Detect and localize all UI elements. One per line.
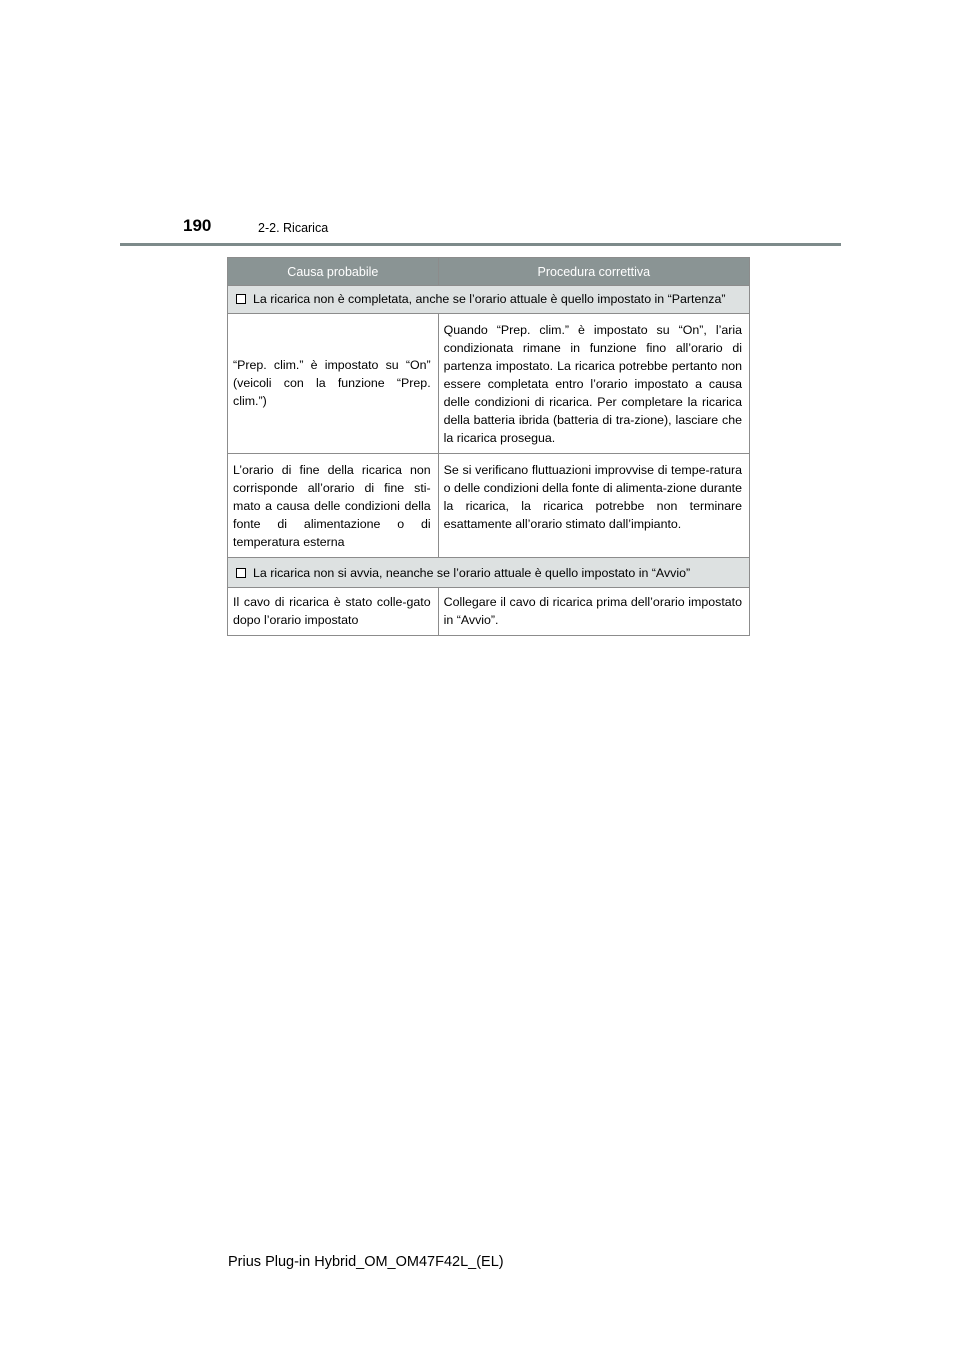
procedure-text: Collegare il cavo di ricarica prima dell’orario impostato in “Avvio”. (443, 595, 742, 627)
cause-cell (228, 588, 439, 636)
procedure-text: Se si verificano fluttuazioni improvvise di tempe-ratura o delle condizioni della fonte di alimenta-zione durante la ricarica, la ricarica potrebbe non terminare esattamente all’orario stimato dall’impianto. (443, 463, 742, 531)
footer-document-id: Prius Plug-in Hybrid_OM_OM47F42L_(EL) (228, 1254, 504, 1270)
checkbox-icon (236, 294, 246, 304)
group-title (228, 558, 750, 588)
cause-text: Il cavo di ricarica è stato colle-gato dopo l’orario impostato (233, 595, 431, 627)
section-title: 2-2. Ricarica (258, 221, 329, 235)
table-row (228, 588, 750, 636)
cause-text: L’orario di fine della ricarica non corrisponde all’orario di fine sti-mato a causa delle condizioni della fonte di alimentazione o di temperatura esterna (233, 463, 431, 549)
page-number: 190 (183, 216, 212, 235)
group-title (228, 286, 750, 314)
procedure-cell (438, 454, 749, 558)
procedure-text: Quando “Prep. clim.” è impostato su “On”, l’aria condizionata rimane in funzione fino all’orario di partenza impostato. La ricarica potrebbe pertanto non essere completata entro l’orario impostato a causa delle condizioni di ricarica. Per completare la ricarica della batteria ibrida (batteria di tra-zione), lasciare che la ricarica prosegua. (443, 323, 742, 445)
table-row (228, 314, 750, 454)
troubleshooting-table (227, 257, 750, 636)
group-title-text: La ricarica non si avvia, neanche se l’orario attuale è quello impostato in “Avvio” (253, 566, 691, 580)
group-row (228, 286, 750, 314)
group-row (228, 558, 750, 588)
procedure-cell (438, 588, 749, 636)
cause-cell (228, 314, 439, 454)
table-header-row (228, 258, 750, 286)
checkbox-icon (236, 568, 246, 578)
group-title-text: La ricarica non è completata, anche se l’orario attuale è quello impostato in “Partenza” (253, 292, 726, 306)
table-row (228, 454, 750, 558)
cause-text: “Prep. clim.” è impostato su “On” (veicoli con la funzione “Prep. clim.”) (233, 357, 431, 408)
procedure-cell (438, 314, 749, 454)
column-header-procedure: Procedura correttiva (438, 258, 749, 286)
cause-cell (228, 454, 439, 558)
column-header-cause: Causa probabile (228, 258, 439, 286)
header-divider (120, 243, 841, 246)
